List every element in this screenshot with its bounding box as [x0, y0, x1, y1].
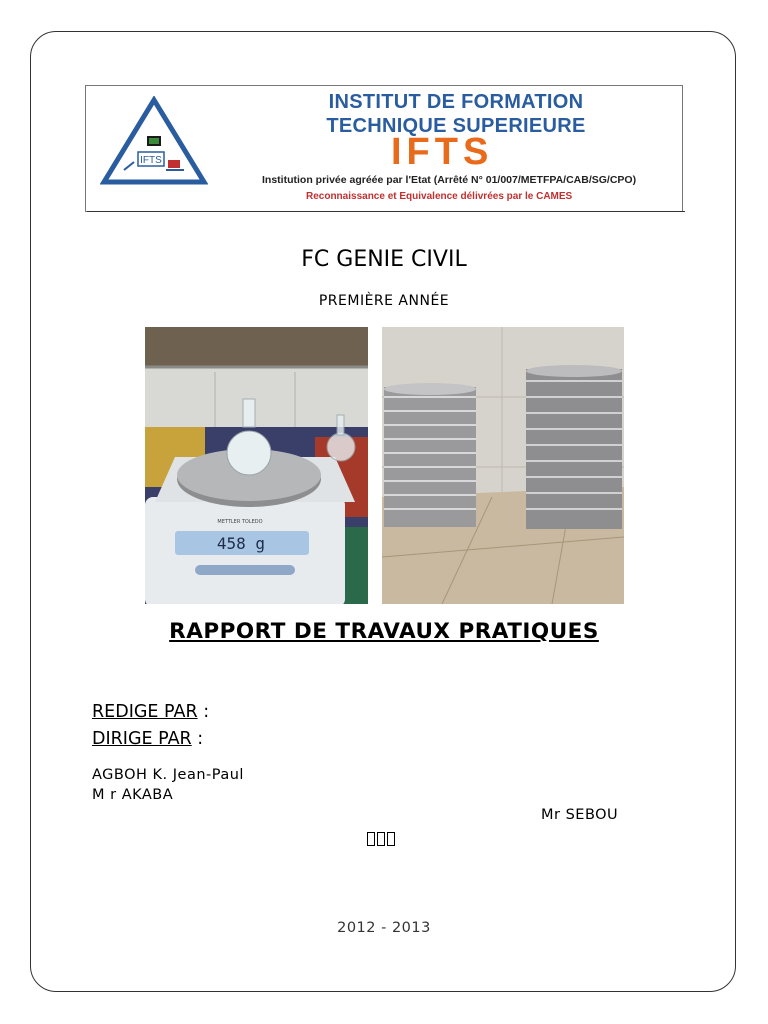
glyph-box — [387, 832, 395, 846]
institute-name-line2: TECHNIQUE SUPERIEURE — [326, 115, 586, 137]
missing-glyph-boxes — [367, 832, 395, 846]
supervisor-akaba: M r AKABA — [92, 787, 174, 803]
dirige-par-label: DIRIGE PAR — [92, 729, 192, 749]
year-level: PREMIÈRE ANNÉE — [318, 293, 450, 309]
report-title: RAPPORT DE TRAVAUX PRATIQUES — [169, 619, 599, 644]
supervisor-sebou: Mr SEBOU — [541, 807, 619, 823]
redige-par-label: REDIGE PAR — [92, 702, 198, 722]
balance-display-reading: 458 g — [216, 534, 265, 553]
glyph-box — [367, 832, 375, 846]
author-name: AGBOH K. Jean-Paul — [92, 767, 244, 783]
ifts-logo — [100, 96, 208, 188]
academic-year: 2012 - 2013 — [337, 920, 431, 936]
dirige-par-line — [92, 729, 203, 749]
balance-photo — [145, 327, 368, 604]
logo-text: IFTS — [140, 155, 162, 166]
course-title: FC GENIE CIVIL — [301, 247, 467, 272]
recognition-text: Reconnaissance et Equivalence délivrées par le CAMES — [306, 191, 573, 202]
sieve-stack-right — [526, 365, 622, 529]
accreditation-text: Institution privée agréée par l'Etat (Arrêté N° 01/007/METFPA/CAB/SG/CPO) — [262, 174, 637, 186]
institute-acronym: IFTS — [391, 131, 494, 173]
sieve-photo — [382, 327, 624, 604]
balance-brand: METTLER TOLEDO — [217, 519, 263, 525]
institute-banner — [85, 85, 683, 212]
dirige-colon: : — [197, 729, 204, 749]
redige-par-line — [92, 702, 209, 722]
institute-name-line1: INSTITUT DE FORMATION — [328, 91, 584, 113]
sieve-stack-left — [384, 383, 476, 527]
redige-colon: : — [203, 702, 210, 722]
glyph-box — [377, 832, 385, 846]
banner-underline — [87, 211, 685, 212]
